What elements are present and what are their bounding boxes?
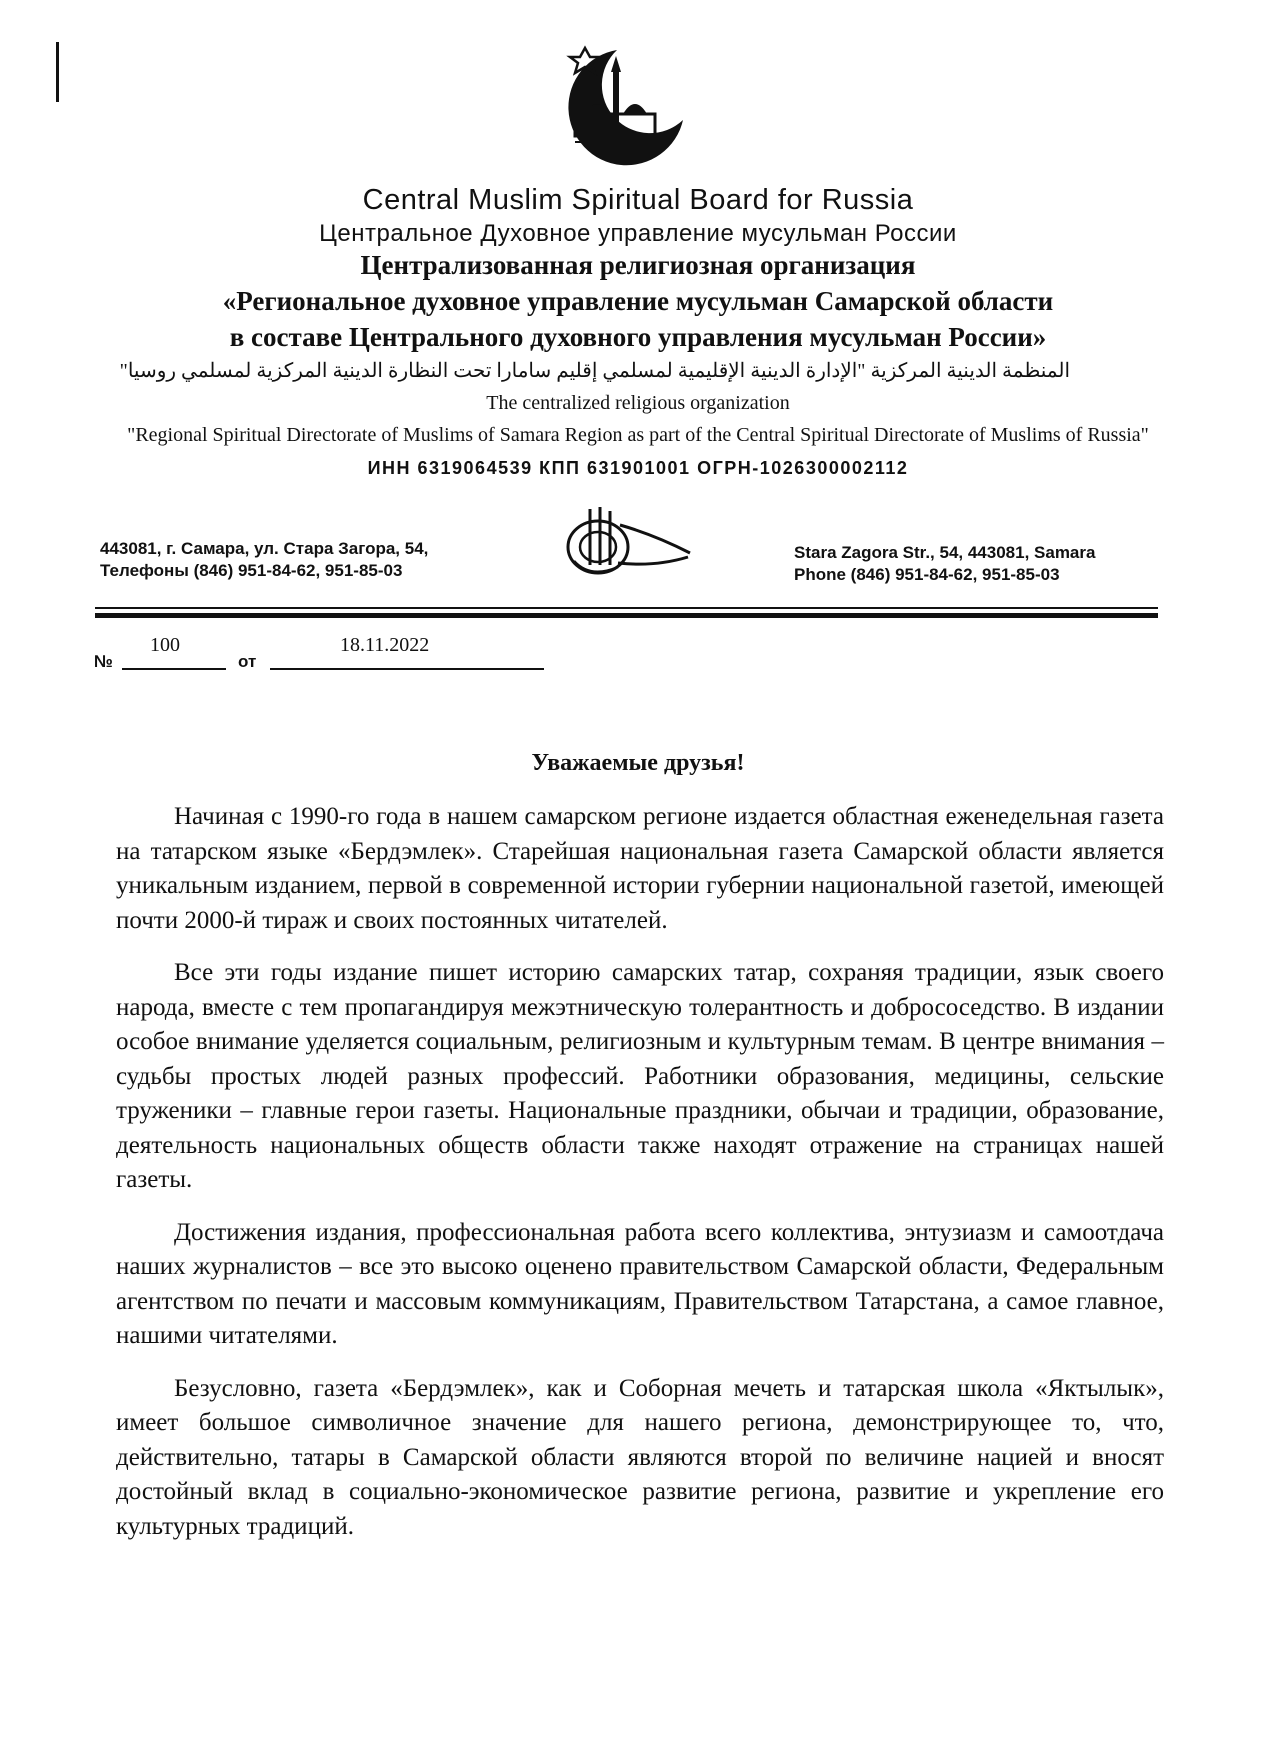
document-date: 18.11.2022 bbox=[340, 634, 430, 656]
paragraph-1: Начиная с 1990-го года в нашем самарском регионе издается областная еженедельная газета на татарском языке «Бердэмлек». Старейшая национальная газета Самарской области является уникальным изданием, первой в современной истории губернии национальной газетой, имеющей почти 2000-й тираж и своих постоянных читателей. bbox=[116, 803, 1164, 934]
org-name-en: Central Muslim Spiritual Board for Russia bbox=[362, 184, 914, 216]
margin-mark bbox=[56, 42, 59, 102]
letter-body bbox=[116, 800, 1164, 1562]
crescent-mosque-logo bbox=[555, 32, 695, 172]
org-type-ru: Централизованная религиозная организация bbox=[360, 250, 916, 280]
phones-ru: Телефоны (846) 951-84-62, 951-85-03 bbox=[100, 561, 403, 580]
regional-name-ar: المنظمة الدينية المركزية "الإدارة الدينية الإقليمية لمسلمي إقليم سامارا تحت النظارة الدينية المركزية لمسلمي روسيا" bbox=[119, 360, 1070, 382]
document-number: 100 bbox=[150, 634, 180, 656]
address-block-en bbox=[794, 542, 1095, 586]
header-divider-thin bbox=[95, 607, 1158, 609]
regional-name-line2: в составе Центрального духовного управления мусульман России» bbox=[229, 322, 1047, 352]
phones-en: Phone (846) 951-84-62, 951-85-03 bbox=[794, 565, 1060, 584]
paragraph-4: Безусловно, газета «Бердэмлек», как и Соборная мечеть и татарская школа «Яктылык», имеет большое символичное значение для нашего региона, демонстрирующее то, что, действительно, татары в Самарской области являются второй по величине нацией и вносят достойный вклад в социально-экономическое развитие региона, развитие и укрепление его культурных традиций. bbox=[116, 1374, 1164, 1540]
org-type-en: The centralized religious organization bbox=[486, 392, 790, 414]
address-block-ru bbox=[100, 538, 428, 582]
letter-greeting: Уважаемые друзья! bbox=[531, 750, 745, 776]
address-en: Stara Zagora Str., 54, 443081, Samara bbox=[794, 543, 1096, 562]
registration-ids: ИНН 6319064539 КПП 631901001 ОГРН-1026300002112 bbox=[367, 458, 909, 478]
address-ru: 443081, г. Самара, ул. Стара Загора, 54, bbox=[100, 539, 429, 558]
date-underline bbox=[270, 668, 544, 670]
number-label: № bbox=[94, 652, 113, 671]
header-divider-thick bbox=[95, 613, 1158, 618]
paragraph-3: Достижения издания, профессиональная работа всего коллектива, энтузиазм и самоотдача наших журналистов – все это высоко оценено правительством Самарской области, Федеральным агентством по печати и массовым коммуникациям, Правительством Татарстана, а самое главное, нашими читателями. bbox=[116, 1218, 1164, 1349]
number-underline bbox=[122, 668, 226, 670]
date-label: от bbox=[238, 652, 257, 671]
regional-name-line1: «Региональное духовное управление мусульман Самарской области bbox=[222, 286, 1054, 316]
paragraph-2: Все эти годы издание пишет историю самарских татар, сохраняя традиции, язык своего народа, вместе с тем пропагандируя межэтническую толерантность и добрососедство. В издании особое внимание уделяется социальным, религиозным и культурным темам. В центре внимания – судьбы простых людей разных профессий. Работники образования, медицины, сельские труженики – главные герои газеты. Национальные праздники, обычаи и традиции, образование, деятельность национальных обществ области также находят отражение на страницах нашей газеты. bbox=[116, 959, 1164, 1193]
regional-name-en: "Regional Spiritual Directorate of Muslims of Samara Region as part of the Central Spiritual Directorate of Muslims of Russia" bbox=[127, 424, 1149, 446]
tughra-emblem bbox=[560, 505, 695, 585]
org-name-ru: Центральное Духовное управление мусульман России bbox=[319, 220, 957, 247]
